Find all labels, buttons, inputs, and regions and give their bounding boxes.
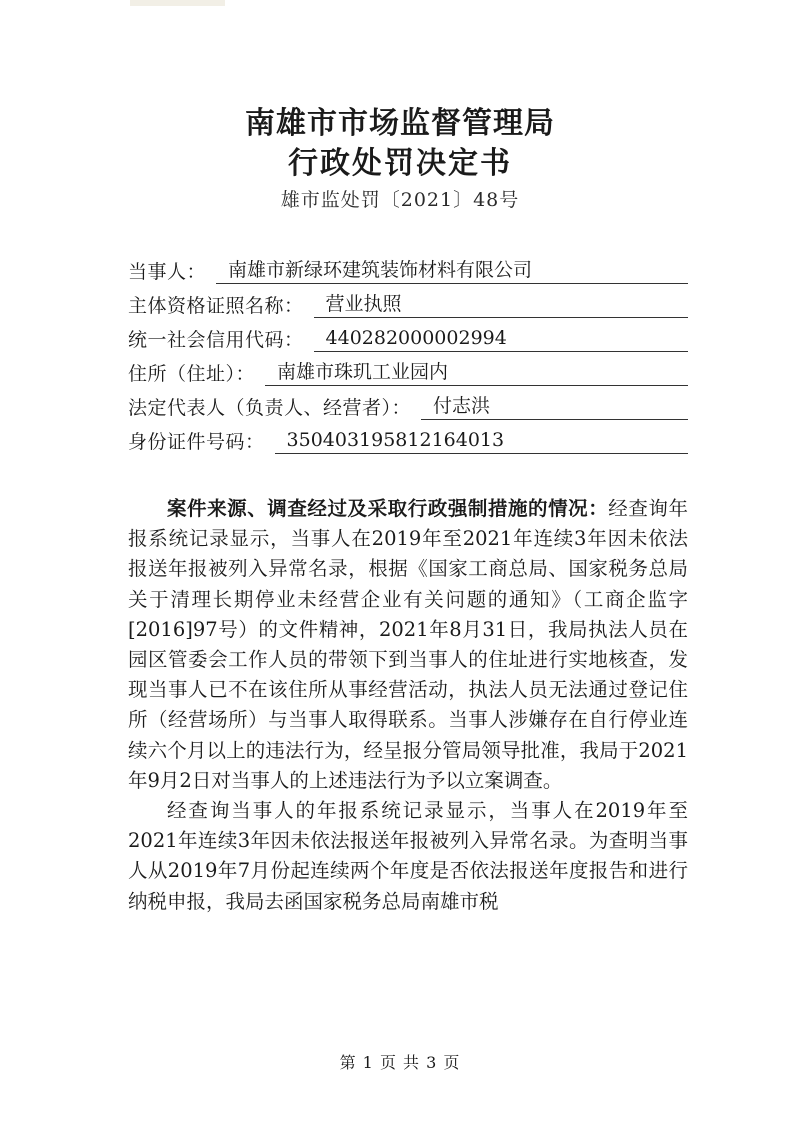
field-value-line bbox=[275, 427, 688, 454]
field-value: 350403195812164013 bbox=[286, 429, 505, 451]
document-number: 雄市监处罚〔2021〕48号 bbox=[280, 189, 520, 211]
field-credit-code bbox=[128, 318, 688, 352]
paragraph-heading: 案件来源、调查经过及采取行政强制措施的情况： bbox=[167, 497, 609, 520]
field-value-line bbox=[314, 325, 688, 352]
field-value: 南雄市珠玑工业园内 bbox=[277, 361, 449, 383]
field-label: 统一社会信用代码： bbox=[128, 329, 304, 351]
agency-title: 南雄市市场监督管理局 bbox=[245, 106, 555, 141]
field-legal-rep bbox=[128, 386, 688, 420]
field-value-line bbox=[265, 359, 688, 386]
field-label: 主体资格证照名称： bbox=[128, 295, 304, 317]
field-value-line bbox=[314, 291, 688, 318]
field-value: 440282000002994 bbox=[325, 327, 507, 349]
decision-body bbox=[128, 494, 688, 917]
field-label: 法定代表人（负责人、经营者）： bbox=[128, 397, 412, 419]
paragraph-text: 经查询年报系统记录显示，当事人在2019年至2021年连续3年因未依法报送年报被列入异常名录，根据《国家工商总局、国家税务总局关于清理长期停业未经营企业有关问题的通知》（工商企监字[2016]97号）的文件精神，2021年8月31日，我局执法人员在园区管委会工作人员的带领下到当事人的住址进行实地核查，发现当事人已不在该住所从事经营活动，执法人员无法通过登记住所（经营场所）与当事人取得联系。当事人涉嫌存在自行停业连续六个月以上的违法行为，经呈报分管局领导批准，我局于2021年9月2日对当事人的上述违法行为予以立案调查。 bbox=[128, 497, 689, 792]
party-info-fields bbox=[128, 250, 688, 454]
paragraph-case-source bbox=[128, 494, 688, 796]
paragraph-text: 经查询当事人的年报系统记录显示，当事人在2019年至2021年连续3年因未依法报送年报被列入异常名录。为查明当事人从2019年7月份起连续两个年度是否依法报送年度报告和进行纳税申报，我局去函国家税务总局南雄市税 bbox=[128, 799, 688, 913]
field-label: 当事人： bbox=[128, 261, 207, 283]
field-value: 付志洪 bbox=[433, 395, 491, 417]
page-number: 第 1 页 共 3 页 bbox=[339, 1053, 461, 1072]
field-label: 身份证件号码： bbox=[128, 431, 265, 453]
scan-artifact bbox=[130, 0, 225, 6]
field-label: 住所（住址）： bbox=[128, 363, 256, 385]
field-value-line bbox=[216, 257, 688, 284]
field-address bbox=[128, 352, 688, 386]
field-value: 营业执照 bbox=[325, 293, 402, 315]
document-title: 行政处罚决定书 bbox=[288, 146, 512, 181]
field-value-line bbox=[421, 393, 688, 420]
field-value: 南雄市新绿环建筑装饰材料有限公司 bbox=[228, 259, 533, 281]
field-license-name bbox=[128, 284, 688, 318]
field-id-number bbox=[128, 420, 688, 454]
field-party bbox=[128, 250, 688, 284]
paragraph-investigation bbox=[128, 796, 688, 917]
